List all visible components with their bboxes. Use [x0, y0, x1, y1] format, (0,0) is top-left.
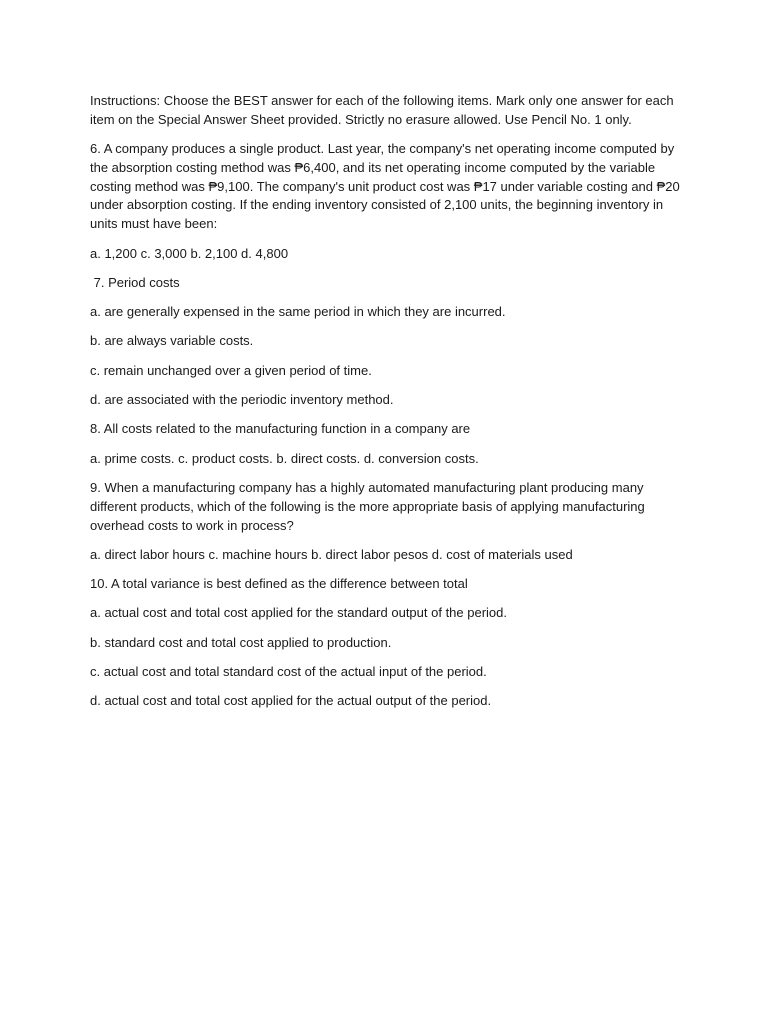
question-text: 9. When a manufacturing company has a highly automated manufacturing plant producing many different products, which of the following is the more appropriate basis of applying manufacturing overhead costs to work in process?	[90, 479, 645, 533]
answer-choice-b: b. are always variable costs.	[90, 333, 254, 349]
question-text: 10. A total variance is best defined as the difference between total	[90, 576, 468, 592]
question-item-10	[90, 575, 690, 711]
instructions-text: Instructions: Choose the BEST answer for each of the following items. Mark only one answer for each item on the Special Answer Sheet provided. Strictly no erasure allowed. Use Pencil No. 1 only.	[90, 93, 674, 127]
document-page	[90, 92, 690, 722]
answer-choice-a: a. actual cost and total cost applied for the standard output of the period.	[90, 605, 507, 621]
answer-choices: a. 1,200 c. 3,000 b. 2,100 d. 4,800	[90, 245, 289, 261]
question-text: 8. All costs related to the manufacturing function in a company are	[90, 421, 471, 437]
answer-choice-b: b. standard cost and total cost applied to production.	[90, 634, 392, 650]
question-item-7	[90, 274, 690, 410]
answer-choices: a. prime costs. c. product costs. b. direct costs. d. conversion costs.	[90, 450, 479, 466]
question-item-8	[90, 420, 690, 468]
question-item-9	[90, 479, 690, 565]
answer-choice-d: d. actual cost and total cost applied for the actual output of the period.	[90, 693, 492, 709]
question-text: 7. Period costs	[90, 274, 180, 290]
answer-choice-c: c. actual cost and total standard cost of the actual input of the period.	[90, 664, 487, 680]
question-item-6	[90, 140, 690, 263]
question-text: 6. A company produces a single product. Last year, the company's net operating income computed by the absorption costing method was ₱6,400, and its net operating income computed by the variable costing method was ₱9,100. The company's unit product cost was ₱17 under variable costing and ₱20 under absorption costing. If the ending inventory consisted of 2,100 units, the beginning inventory in units must have been:	[90, 141, 680, 232]
answer-choices: a. direct labor hours c. machine hours b. direct labor pesos d. cost of materials used	[90, 546, 573, 562]
answer-choice-d: d. are associated with the periodic inventory method.	[90, 392, 394, 408]
answer-choice-c: c. remain unchanged over a given period of time.	[90, 362, 372, 378]
answer-choice-a: a. are generally expensed in the same period in which they are incurred.	[90, 304, 506, 320]
